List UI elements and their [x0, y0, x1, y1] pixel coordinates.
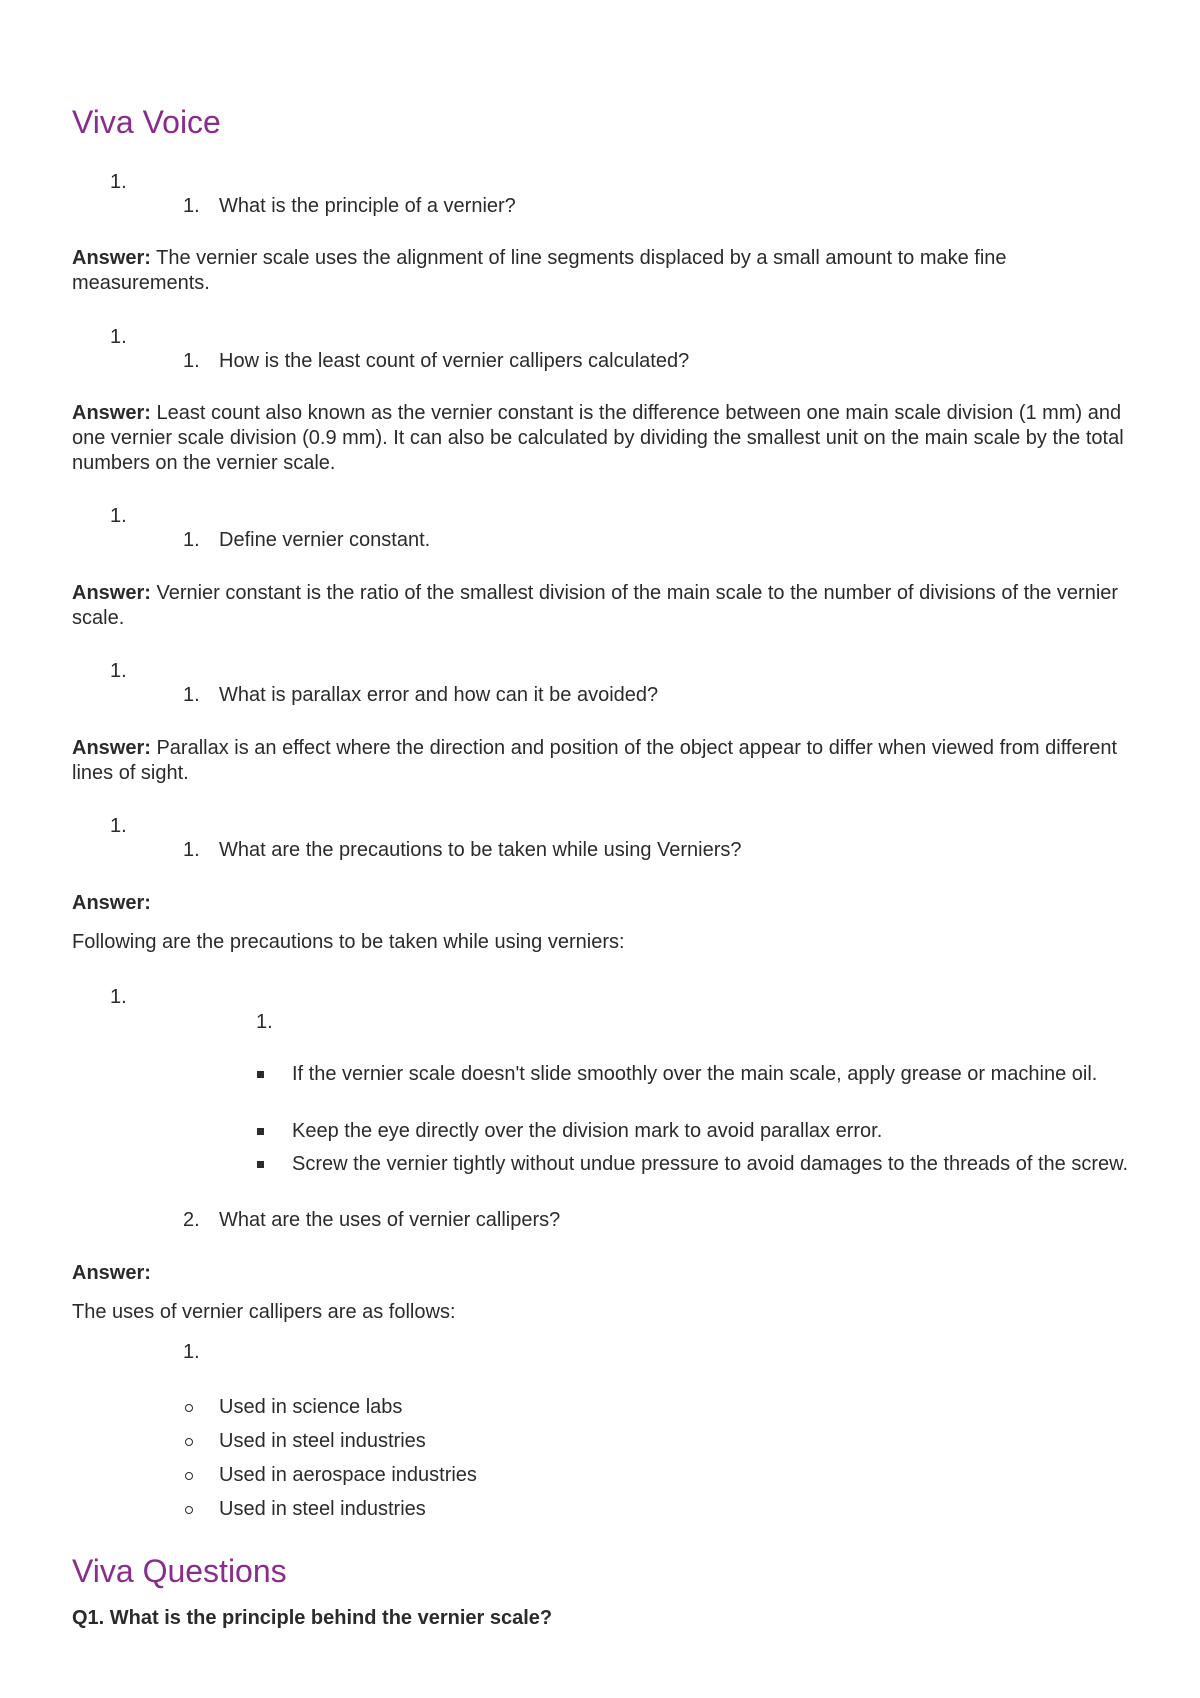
list-number-inner: 1.: [256, 1011, 273, 1033]
answer-label: Answer:: [72, 1262, 151, 1284]
list-number-inner: 1.: [183, 350, 200, 372]
answer-1: [72, 246, 1132, 296]
question-1: What is the principle of a vernier?: [219, 195, 516, 217]
answer-text: Least count also known as the vernier constant is the difference between one main scale division (1 mm) and one vernier scale division (0.9 mm). It can also be calculated by dividing the smallest unit on the main scale by the total numbers on the vernier scale.: [72, 402, 1124, 474]
answer-3: [72, 581, 1132, 631]
list-number-outer: 1.: [110, 986, 127, 1008]
question-2: How is the least count of vernier callipers calculated?: [219, 350, 690, 372]
list-number-inner: 1.: [183, 1341, 200, 1363]
use-item: Used in science labs: [219, 1396, 403, 1418]
circle-bullet-icon: [185, 1404, 193, 1412]
answer-4: [72, 736, 1132, 786]
answer-label: Answer:: [72, 247, 151, 269]
use-item: Used in aerospace industries: [219, 1464, 477, 1486]
circle-bullet-icon: [185, 1472, 193, 1480]
list-number-outer: 1.: [110, 326, 127, 348]
square-bullet-icon: [257, 1071, 264, 1078]
section-heading-viva-voice: Viva Voice: [72, 104, 221, 140]
square-bullet-icon: [257, 1128, 264, 1135]
list-number-outer: 1.: [110, 815, 127, 837]
answer-2: [72, 401, 1132, 476]
list-number-inner: 1.: [183, 839, 200, 861]
list-number-inner: 1.: [183, 529, 200, 551]
list-number-outer: 1.: [110, 171, 127, 193]
question-4: What is parallax error and how can it be avoided?: [219, 684, 659, 706]
list-number-outer: 1.: [110, 505, 127, 527]
precaution-item: Screw the vernier tightly without undue pressure to avoid damages to the threads of the screw.: [292, 1153, 1129, 1175]
precaution-item: If the vernier scale doesn't slide smoothly over the main scale, apply grease or machine oil.: [292, 1063, 1098, 1085]
list-number-inner: 2.: [183, 1209, 200, 1231]
list-number-outer: 1.: [110, 660, 127, 682]
circle-bullet-icon: [185, 1438, 193, 1446]
answer-label: Answer:: [72, 402, 151, 424]
question-5: What are the precautions to be taken while using Verniers?: [219, 839, 742, 861]
answer-label: Answer:: [72, 582, 151, 604]
use-item: Used in steel industries: [219, 1498, 426, 1520]
use-item: Used in steel industries: [219, 1430, 426, 1452]
answer-label: Answer:: [72, 737, 151, 759]
precautions-intro: Following are the precautions to be taken while using verniers:: [72, 931, 625, 953]
list-number-inner: 1.: [183, 195, 200, 217]
circle-bullet-icon: [185, 1506, 193, 1514]
answer-label: Answer:: [72, 892, 151, 914]
answer-text: Vernier constant is the ratio of the smallest division of the main scale to the number of divisions of the vernier scale.: [72, 582, 1119, 629]
question-q1: Q1. What is the principle behind the vernier scale?: [72, 1607, 553, 1629]
answer-text: The vernier scale uses the alignment of line segments displaced by a small amount to make fine measurements.: [72, 247, 1007, 294]
precaution-item: Keep the eye directly over the division mark to avoid parallax error.: [292, 1120, 883, 1142]
question-3: Define vernier constant.: [219, 529, 431, 551]
question-6: What are the uses of vernier callipers?: [219, 1209, 561, 1231]
square-bullet-icon: [257, 1161, 264, 1168]
list-number-inner: 1.: [183, 684, 200, 706]
uses-intro: The uses of vernier callipers are as follows:: [72, 1301, 456, 1323]
section-heading-viva-questions: Viva Questions: [72, 1553, 287, 1589]
answer-text: Parallax is an effect where the direction and position of the object appear to differ when viewed from different lines of sight.: [72, 737, 1118, 784]
